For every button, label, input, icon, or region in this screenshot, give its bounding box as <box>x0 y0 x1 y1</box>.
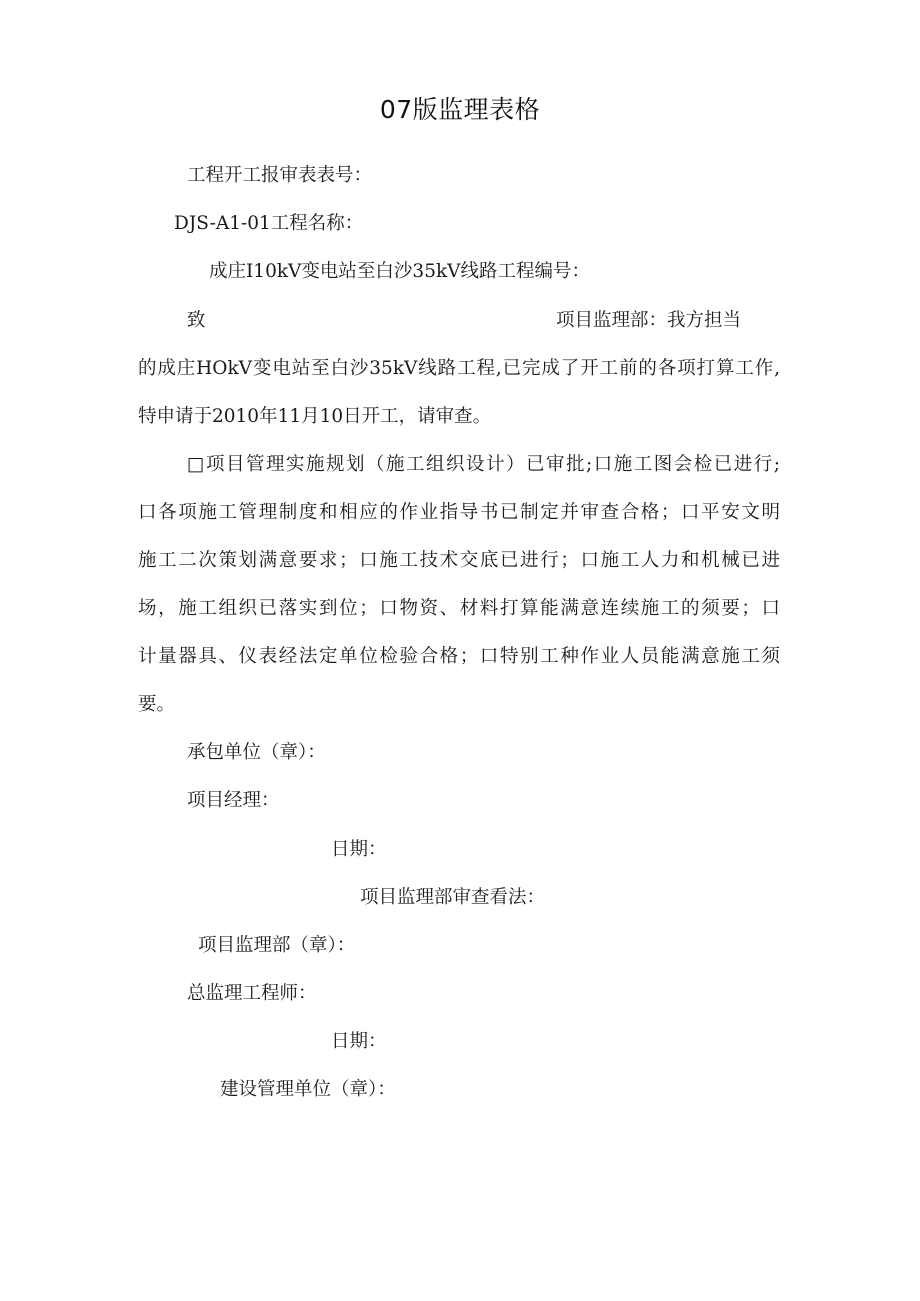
document-title: 07版监理表格 <box>379 95 541 124</box>
intro-line: 特申请于2010年11月10日开工，请审查。 <box>138 406 492 427</box>
checklist-line: 要。 <box>138 694 176 715</box>
form-number-line: 工程开工报审表表号： <box>187 165 373 186</box>
supervision-opinion-label: 项目监理部审查看法： <box>360 887 546 908</box>
checklist-line: □项目管理实施规划（施工组织设计）已审批;口施工图会检已进行; <box>187 454 780 475</box>
project-line: 成庄I10kV变电站至白沙35kV线路工程编号： <box>209 261 591 282</box>
checklist-line: 场，施工组织已落实到位；口物资、材料打算能满意连续施工的须要；口 <box>138 598 780 619</box>
supervision-date-label: 日期： <box>331 1031 387 1052</box>
addressee-suffix: 项目监理部：我方担当 <box>556 310 742 331</box>
supervision-dept-label: 项目监理部（章）： <box>198 935 356 956</box>
addressee-prefix: 致 <box>187 310 206 331</box>
checklist-line: 施工二次策划满意要求；口施工技术交底已进行；口施工人力和机械已进 <box>138 550 780 571</box>
checklist-line: 计量器具、仪表经法定单位检验合格；口特别工种作业人员能满意施工须 <box>138 646 780 667</box>
project-name-line: DJS-A1-01工程名称： <box>174 213 364 234</box>
intro-line: 的成庄HOkV变电站至白沙35kV线路工程,已完成了开工前的各项打算工作, <box>138 358 780 379</box>
chief-engineer-label: 总监理工程师： <box>187 983 317 1004</box>
contractor-unit-label: 承包单位（章）： <box>187 742 326 763</box>
checklist-line: 口各项施工管理制度和相应的作业指导书已制定并审查合格；口平安文明 <box>138 502 780 523</box>
project-manager-label: 项目经理： <box>187 790 280 811</box>
owner-unit-label: 建设管理单位（章）： <box>220 1079 396 1100</box>
contractor-date-label: 日期： <box>331 839 387 860</box>
